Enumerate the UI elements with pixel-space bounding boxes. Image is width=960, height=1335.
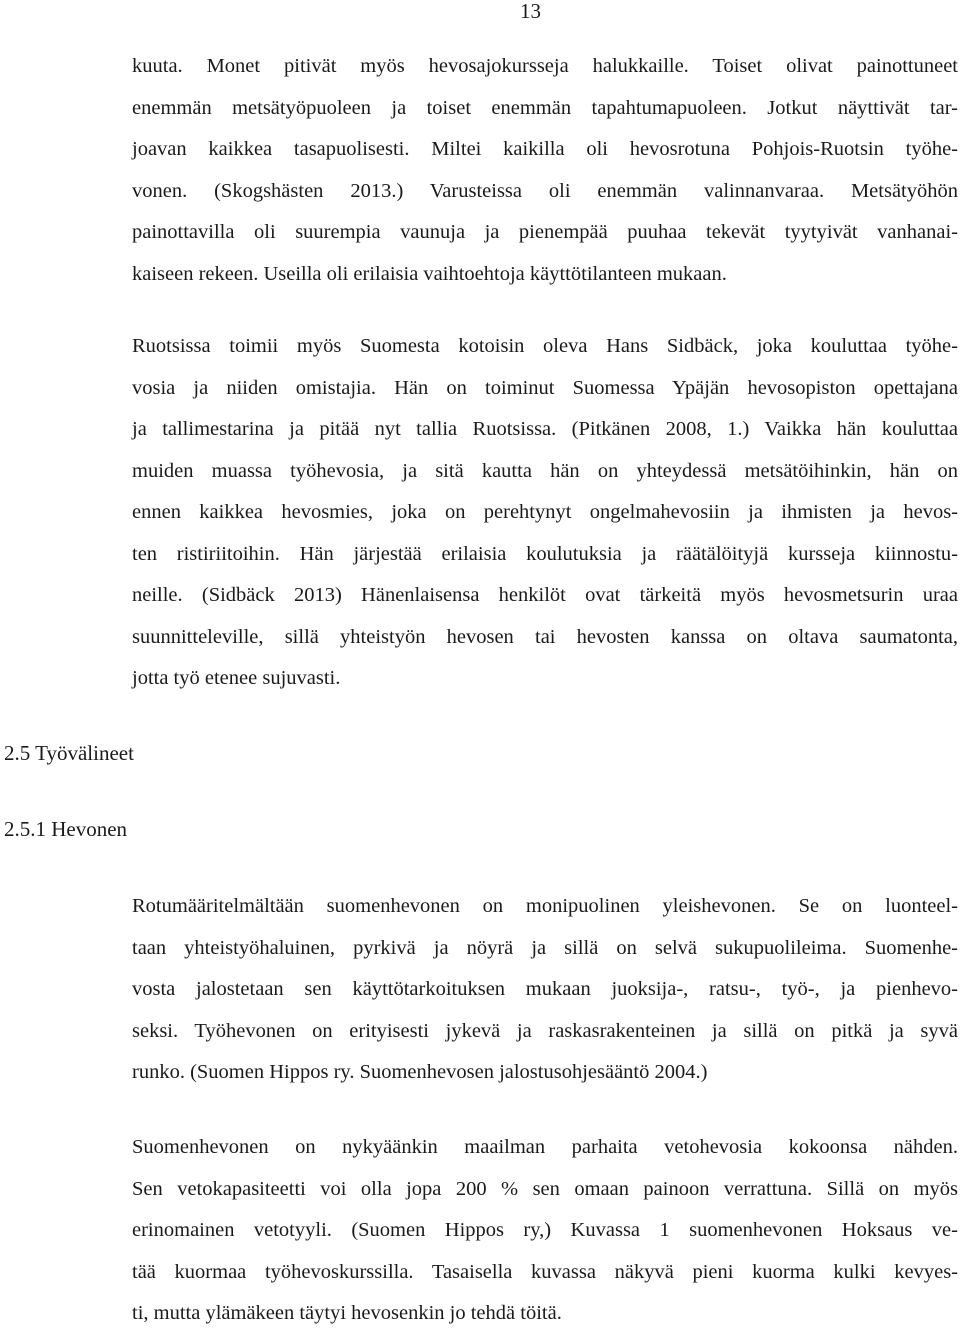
text-line: Suomenhevonen on nykyäänkin maailman parhaita vetohevosia kokoonsa nähden. xyxy=(132,1136,958,1158)
page-number: 13 xyxy=(520,0,541,23)
paragraph-2 xyxy=(132,326,958,700)
text-line: taan yhteistyöhaluinen, pyrkivä ja nöyrä ja sillä on selvä sukupuolileima. Suomenhe- xyxy=(132,936,958,959)
text-line: muiden muassa työhevosia, ja sitä kautta hän on yhteydessä metsätöihinkin, hän on xyxy=(132,459,958,482)
text-line: joavan kaikkea tasapuolisesti. Miltei kaikilla oli hevosrotuna Pohjois-Ruotsin työhe- xyxy=(132,138,958,160)
text-line: ennen kaikkea hevosmies, joka on perehtynyt ongelmahevosiin ja ihmisten ja hevos- xyxy=(132,501,958,523)
paragraph-4 xyxy=(132,1127,958,1335)
text-line: suunnitteleville, sillä yhteistyön hevosen tai hevosten kanssa on oltava saumatonta, xyxy=(132,625,958,648)
text-line: runko. (Suomen Hippos ry. Suomenhevosen jalostusohjesääntö 2004.) xyxy=(132,1061,708,1083)
section-heading: 2.5 Työvälineet xyxy=(4,741,134,765)
paragraph-3 xyxy=(132,886,958,1094)
text-line: enemmän metsätyöpuoleen ja toiset enemmän tapahtumapuoleen. Jotkut näyttivät tar- xyxy=(132,96,958,119)
text-line: vosia ja niiden omistajia. Hän on toiminut Suomessa Ypäjän hevosopiston opettajana xyxy=(132,376,958,399)
text-line: neille. (Sidbäck 2013) Hänenlaisensa henkilöt ovat tärkeitä myös hevosmetsurin uraa xyxy=(132,584,958,606)
text-line: jotta työ etenee sujuvasti. xyxy=(132,667,341,689)
text-line: tää kuormaa työhevoskurssilla. Tasaisella kuvassa näkyvä pieni kuorma kulki kevyes- xyxy=(132,1260,958,1283)
text-line: ja tallimestarina ja pitää nyt tallia Ruotsissa. (Pitkänen 2008, 1.) Vaikka hän kouluttaa xyxy=(132,418,958,440)
text-line: seksi. Työhevonen on erityisesti jykevä ja raskasrakenteinen ja sillä on pitkä ja syvä xyxy=(132,1019,958,1042)
text-line: Ruotsissa toimii myös Suomesta kotoisin oleva Hans Sidbäck, joka kouluttaa työhe- xyxy=(132,335,958,357)
text-line: erinomainen vetotyyli. (Suomen Hippos ry,) Kuvassa 1 suomenhevonen Hoksaus ve- xyxy=(132,1219,958,1241)
text-line: kaiseen rekeen. Useilla oli erilaisia vaihtoehtoja käyttötilanteen mukaan. xyxy=(132,262,727,285)
text-line: ti, mutta ylämäkeen täytyi hevosenkin jo tehdä töitä. xyxy=(132,1302,562,1324)
text-line: vonen. (Skogshästen 2013.) Varusteissa oli enemmän valinnanvaraa. Metsätyöhön xyxy=(132,179,958,202)
text-line: painottavilla oli suurempia vaunuja ja pienempää puuhaa tekevät tyytyivät vanhanai- xyxy=(132,221,958,243)
text-line: Rotumääritelmältään suomenhevonen on monipuolinen yleishevonen. Se on luonteel- xyxy=(132,895,958,917)
text-line: ten ristiriitoihin. Hän järjestää erilaisia koulutuksia ja räätälöityjä kursseja kiinnostu- xyxy=(132,542,958,565)
subsection-heading: 2.5.1 Hevonen xyxy=(4,817,128,841)
text-line: Sen vetokapasiteetti voi olla jopa 200 % sen omaan painoon verrattuna. Sillä on myös xyxy=(132,1177,958,1200)
paragraph-1 xyxy=(132,46,958,295)
text-line: kuuta. Monet pitivät myös hevosajokursseja halukkaille. Toiset olivat painottuneet xyxy=(132,55,958,77)
text-line: vosta jalostetaan sen käyttötarkoituksen mukaan juoksija-, ratsu-, työ-, ja pienhevo- xyxy=(132,978,958,1000)
